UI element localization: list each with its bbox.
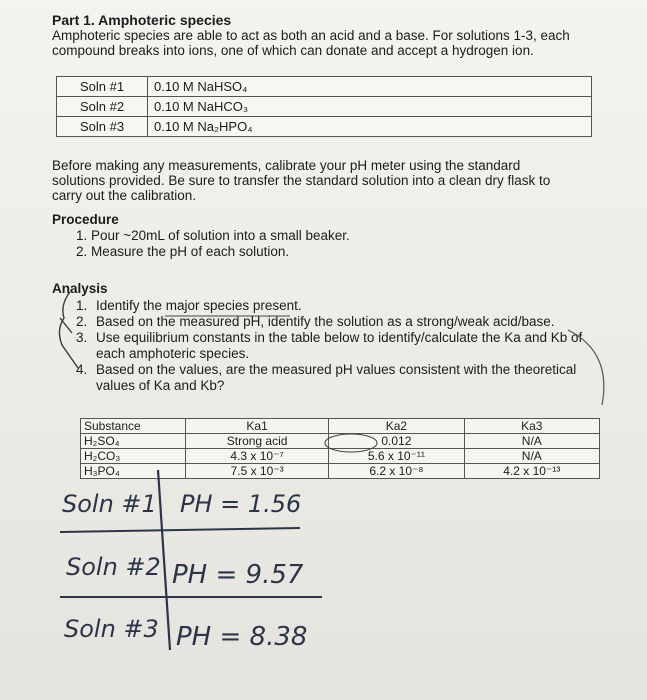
item-text: Based on the measured pH, identify the solution as a strong/weak acid/base.: [96, 314, 555, 329]
bracket-mark: [568, 330, 604, 405]
item-text: Identify the major species present.: [96, 298, 302, 313]
procedure-step: 1. Pour ~20mL of solution into a small beaker.: [76, 228, 350, 243]
table-cell: 4.3 x 10⁻⁷: [186, 449, 329, 464]
handwritten-value: PH = 8.38: [176, 622, 308, 652]
handwritten-value: PH = 1.56: [180, 490, 302, 518]
table-cell: H₃PO₄: [81, 464, 186, 479]
part-title: Part 1. Amphoteric species: [52, 12, 232, 28]
handwritten-value: PH = 9.57: [172, 560, 304, 590]
handwritten-label: Soln #2: [66, 553, 161, 581]
intro-paragraph: Amphoteric species are able to act as both an acid and a base. For solutions 1-3, each compound breaks into ions, one of which can donate and accept a hydrogen ion.: [52, 28, 570, 58]
solution-value: 0.10 M Na₂HPO₄: [148, 117, 592, 137]
column-header: Ka2: [329, 419, 464, 434]
bracket-mark: [60, 318, 72, 333]
item-text: Use equilibrium constants in the table below to identify/calculate the Ka and Kb of each amphoteric species.: [96, 330, 583, 361]
item-number: 3.: [76, 330, 88, 345]
item-text: Based on the values, are the measured pH values consistent with the theoretical values of Ka and Kb?: [96, 362, 577, 393]
table-cell: H₂SO₄: [81, 434, 186, 449]
grid-line: [60, 528, 300, 532]
item-number: 1.: [76, 298, 88, 313]
handwritten-label: Soln #1: [62, 490, 157, 518]
item-number: 4.: [76, 362, 88, 377]
table-cell: 7.5 x 10⁻³: [186, 464, 329, 479]
calibration-paragraph: Before making any measurements, calibrate your pH meter using the standard solutions provided. Be sure to transfer the standard solution into a clean dry flask to carry out the calibration.: [52, 158, 551, 203]
table-cell: 0.012: [329, 434, 464, 449]
solution-value: 0.10 M NaHSO₄: [148, 77, 592, 97]
procedure-step: 2. Measure the pH of each solution.: [76, 244, 290, 259]
circle-mark: [325, 434, 377, 452]
solution-label: Soln #2: [57, 97, 148, 117]
table-cell: 5.6 x 10⁻¹¹: [329, 449, 464, 464]
solution-value: 0.10 M NaHCO₃: [148, 97, 592, 117]
table-cell: 6.2 x 10⁻⁸: [329, 464, 464, 479]
analysis-heading: Analysis: [52, 281, 108, 296]
item-number: 2.: [76, 314, 88, 329]
column-header: Ka3: [464, 419, 599, 434]
column-header: Substance: [81, 419, 186, 434]
handwritten-label: Soln #3: [64, 615, 159, 643]
solution-label: Soln #1: [57, 77, 148, 97]
table-cell: 4.2 x 10⁻¹³: [464, 464, 599, 479]
table-cell: Strong acid: [186, 434, 329, 449]
procedure-heading: Procedure: [52, 212, 119, 227]
column-header: Ka1: [186, 419, 329, 434]
solution-label: Soln #3: [57, 117, 148, 137]
table-cell: H₂CO₃: [81, 449, 186, 464]
table-cell: N/A: [464, 449, 599, 464]
table-cell: N/A: [464, 434, 599, 449]
